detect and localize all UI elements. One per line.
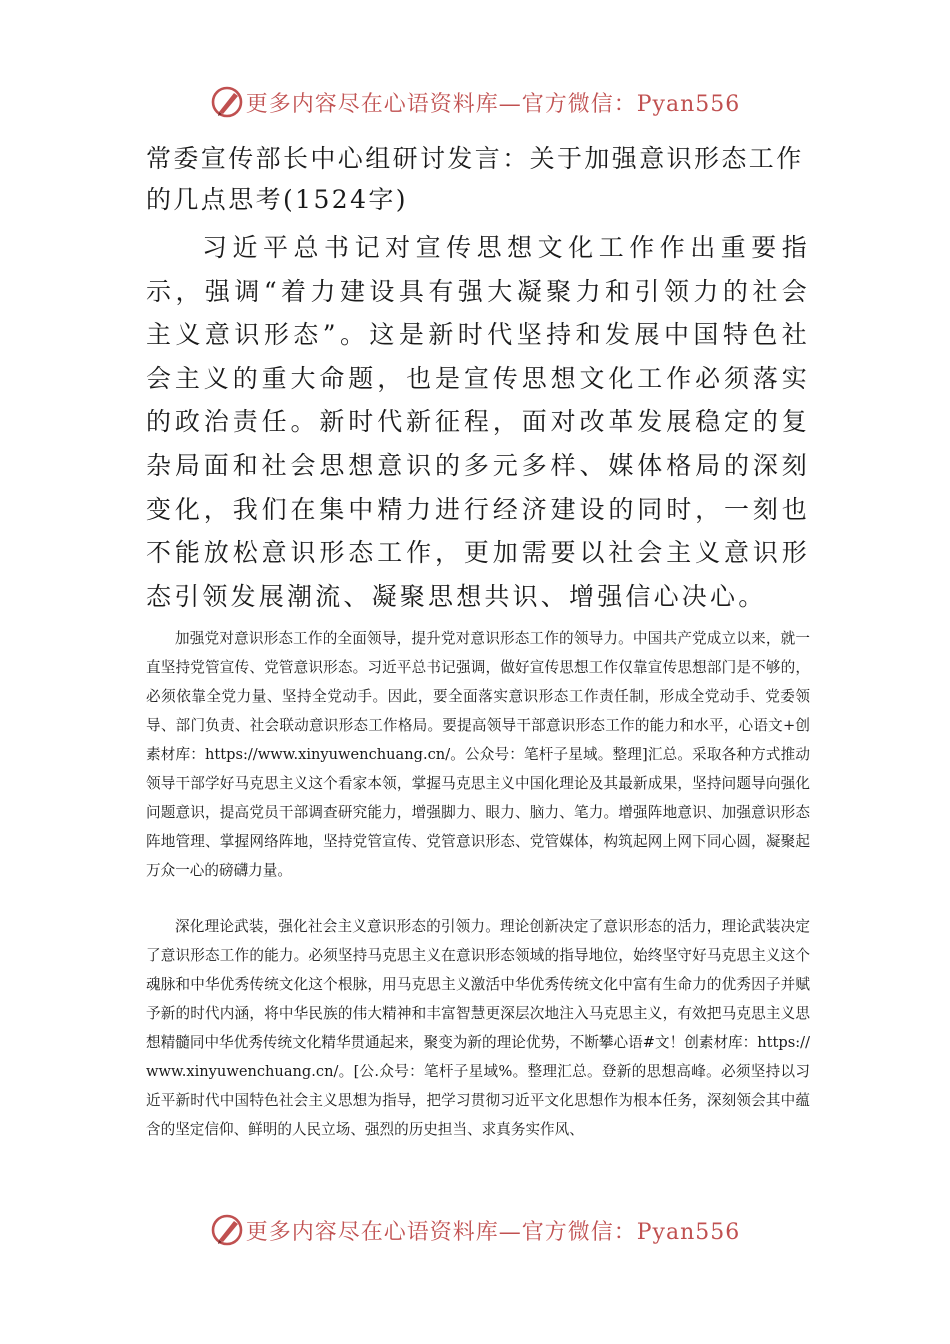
header-watermark-text: 更多内容尽在心语资料库—官方微信：Pyan556 — [245, 91, 741, 117]
body-paragraph-1: 加强党对意识形态工作的全面领导，提升党对意识形态工作的领导力。中国共产党成立以来，就一直坚持党管宣传、党管意识形态。习近平总书记强调，做好宣传思想工作仅靠宣传思想部门是不够的，必须依靠全党力量、坚持全党动手。因此，要全面落实意识形态工作责任制，形成全党动手、党委领导、部门负责、社会联动意识形态工作格局。要提高领导干部意识形态工作的能力和水平，心语文+创素材库：https://www.xinyuwenchuang.cn/。公众号：笔杆子星域。整理]汇总。采取各种方式推动领导干部学好马克思主义这个看家本领，掌握马克思主义中国化理论及其最新成果，坚持问题导向强化问题意识，提高党员干部调查研究能力，增强脚力、眼力、脑力、笔力。增强阵地意识、加强意识形态阵地管理、掌握网络阵地，坚持党管宣传、党管意识形态、党管媒体，构筑起网上网下同心圆，凝聚起万众一心的磅礴力量。 — [146, 630, 810, 879]
header-watermark-banner — [0, 82, 950, 122]
pen-circle-logo-icon — [210, 85, 244, 119]
body-paragraph-2: 深化理论武装，强化社会主义意识形态的引领力。理论创新决定了意识形态的活力，理论武装决定了意识形态工作的能力。必须坚持马克思主义在意识形态领域的指导地位，始终坚守好马克思主义这个魂脉和中华优秀传统文化这个根脉，用马克思主义激活中华优秀传统文化中富有生命力的优秀因子并赋予新的时代内涵，将中华民族的伟大精神和丰富智慧更深层次地注入马克思主义，有效把马克思主义思想精髓同中华优秀传统文化精华贯通起来，聚变为新的理论优势，不断攀心语#文！创素材库：https://www.xinyuwenchuang.cn/。[公.众号：笔杆子星域%。整理汇总。登新的思想高峰。必须坚持以习近平新时代中国特色社会主义思想为指导，把学习贯彻习近平文化思想作为根本任务，深刻领会其中蕴含的坚定信仰、鲜明的人民立场、强烈的历史担当、求真务实作风、 — [146, 918, 810, 1138]
pen-circle-logo-icon — [210, 1213, 244, 1247]
footer-watermark-banner — [0, 1210, 950, 1250]
document-title: 常委宣传部长中心组研讨发言：关于加强意识形态工作的几点思考(1524字) — [146, 144, 804, 214]
intro-paragraph: 习近平总书记对宣传思想文化工作作出重要指示，强调“着力建设具有强大凝聚力和引领力的社会主义意识形态”。这是新时代坚持和发展中国特色社会主义的重大命题，也是宣传思想文化工作必须落实的政治责任。新时代新征程，面对改革发展稳定的复杂局面和社会思想意识的多元多样、媒体格局的深刻变化，我们在集中精力进行经济建设的同时，一刻也不能放松意识形态工作，更加需要以社会主义意识形态引领发展潮流、凝聚思想共识、增强信心决心。 — [146, 233, 810, 611]
footer-watermark-text: 更多内容尽在心语资料库—官方微信：Pyan556 — [245, 1219, 741, 1245]
